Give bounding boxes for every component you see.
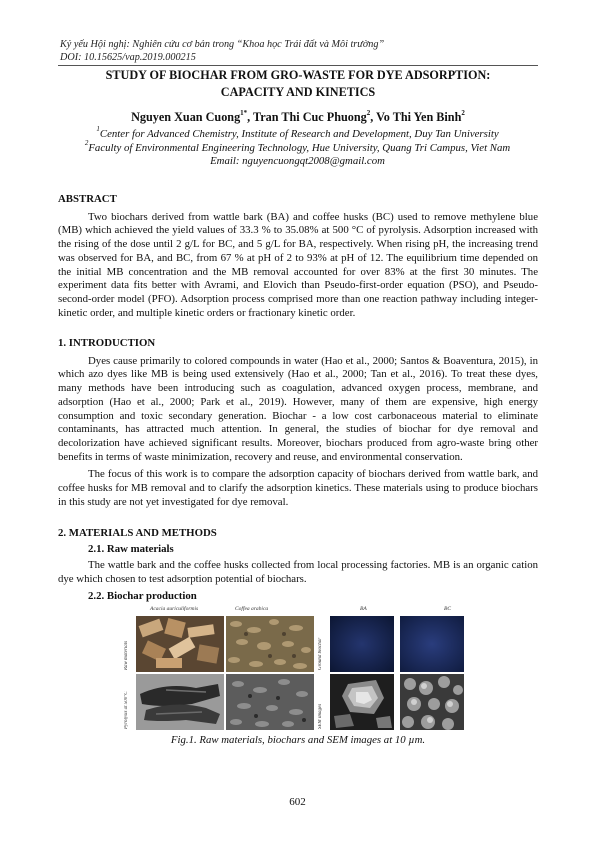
affiliation-1 — [40, 125, 555, 142]
introduction-section — [58, 337, 538, 509]
abstract-heading: ABSTRACT — [58, 193, 117, 205]
affiliation-2 — [40, 138, 555, 156]
introduction-paragraph-2: The focus of this work is to compare the adsorption capacity of biochars derived from wattle bark, and coffee husks for MB removal and to clarify the adsorption kinetics. These materials using to produce biochars in this study are not yet investigated for dye removal. — [58, 468, 538, 508]
affiliation-1-text: Center for Advanced Chemistry, Institute of Research and Development, Duy Tan University — [99, 128, 499, 140]
figure-col-label-4: BC — [444, 606, 452, 612]
author-3-sup: 2 — [461, 108, 465, 117]
methods-section — [58, 527, 538, 604]
affiliation-1-sup: 1 — [96, 125, 100, 134]
paper-title — [58, 67, 538, 101]
sem-bc-image — [400, 674, 464, 730]
page-number: 602 — [289, 796, 306, 808]
raw-materials-heading: 2.1. Raw materials — [88, 542, 174, 555]
title-line-2: CAPACITY AND KINETICS — [220, 85, 376, 99]
affiliation-2-sup: 2 — [84, 138, 89, 147]
header-doi: DOI: 10.15625/vap.2019.000215 — [60, 52, 196, 63]
biochar-production-heading: 2.2. Biochar production — [88, 589, 197, 602]
author-2-sup: 2 — [366, 108, 371, 117]
author-list: Nguyen Xuan Cuong$^{1*}$, Tran Thi Cuc Phuong$^2$, Vo Thi Yen Binh$^2$ — [131, 108, 465, 124]
figure-row-label-4: SEM images — [318, 703, 323, 729]
figure-column-labels — [120, 606, 464, 615]
sem-ba-image — [330, 674, 394, 730]
figure-col-label-1: Acacia auriculiformis — [150, 606, 199, 612]
header-conference: Kỷ yếu Hội nghị: Nghiên cứu cơ bản trong “Khoa học Trái đất và Môi trường” — [60, 39, 385, 50]
running-header — [60, 38, 384, 64]
abstract-section — [58, 193, 538, 320]
figure-row-label-3: Ground biochar — [318, 637, 323, 670]
figure-col-label-3: BA — [360, 606, 367, 612]
author-1: Nguyen Xuan Cuong — [131, 110, 241, 124]
figure-col-label-2: Coffea arabica — [235, 606, 269, 612]
pyrolyzed-coffee-husks-photo — [226, 674, 314, 730]
raw-materials-paragraph: The wattle bark and the coffee husks collected from local processing factories. MB is an organic cation dye which chosen to test adsorption potential of biochars. — [58, 559, 538, 586]
methods-heading: 2. MATERIALS AND METHODS — [58, 527, 217, 539]
contact-email: Email: nguyencuongqt2008@gmail.com — [210, 155, 385, 167]
affiliations — [40, 125, 555, 169]
header-rule — [58, 65, 538, 66]
bc-biochar-photo — [400, 616, 464, 672]
affiliation-2-text: Faculty of Environmental Engineering Technology, Hue University, Quang Tri Campus, Viet Nam — [88, 141, 511, 154]
figure-row-label-1: Raw materials — [124, 640, 129, 670]
author-3: Vo Thi Yen Binh — [376, 110, 462, 124]
author-1-sup: 1* — [240, 108, 248, 117]
pyrolyzed-wattle-bark-photo — [136, 674, 224, 730]
ba-biochar-photo — [330, 616, 394, 672]
figure-1-caption: Fig.1. Raw materials, biochars and SEM images at 10 µm. — [170, 734, 426, 746]
figure-row-label-2: Pyrolysis at 500°C — [124, 691, 129, 729]
introduction-paragraph-1: Dyes cause primarily to colored compounds in water (Hao et al., 2000; Santos & Boaventura, 2015), in which azo dyes like MB is being used extensively (Hao et al., 2000; Tan et al., 2016). To treat these dyes, many methods have been introducing such as coagulation, advanced oxygen process, membrane, and adsorption (Hao et al., 2000; Park et al., 2019). However, many of them are expensive, high energy consumption and toxic secondary generation. Biochar - a low cost carbonaceous material to eliminate contaminants, has attracted much attention. In general, the studies of biochar for dye removal and decolorization have achieved significant results. Moreover, biochars produced from agro-waste bring other benefits in terms of waste minimization, recovery and reuse, and environmental conservation. — [58, 354, 538, 463]
wattle-bark-photo — [136, 616, 224, 672]
title-line-1: STUDY OF BIOCHAR FROM GRO-WASTE FOR DYE ADSORPTION: — [105, 68, 491, 82]
abstract-text: Two biochars derived from wattle bark (BA) and coffee husks (BC) used to remove methylene blue (MB) which achieved the yield values of 33.3 % to 35.08% at 500 °C of pyrolysis. Adsorption increased with the rising of the dose until 2 g/L for BC, and 5 g/L for BA, respectively. When rising pH, the increasing trend was observed for BA, and BC, from 67 % at pH of 2 to 93% at pH of 12. The equilibrium time depended on the initial MB concentration and the MB removal accounted for over 83% at the first 30 minutes. The experiment data fits better with Avrami, and Elovich than Pseudo-first-order equation (PSO), and Pseudo-second-order model (PFO). Adsorption process comprised more than one reaction pathway including integer-kinetic order, and multiple kinetic orders or fractionary kinetic order. — [58, 210, 538, 319]
introduction-heading: 1. INTRODUCTION — [58, 337, 156, 349]
figure-1 — [120, 606, 464, 731]
author-2: Tran Thi Cuc Phuong — [253, 110, 367, 124]
coffee-husks-photo — [226, 616, 314, 672]
